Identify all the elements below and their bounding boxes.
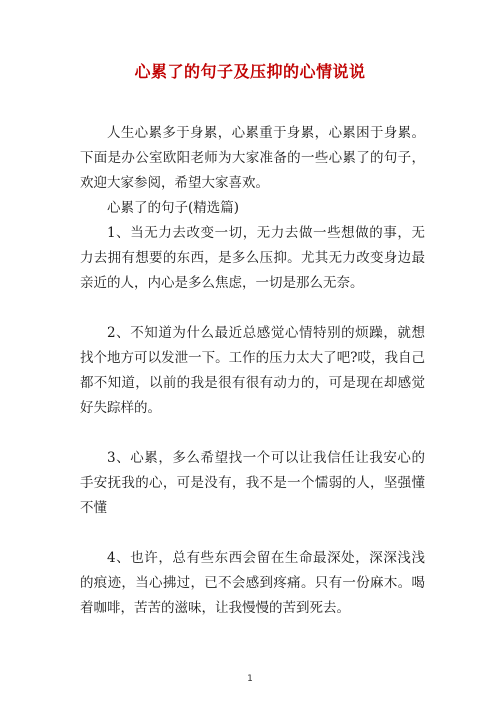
section-heading: 心累了的句子(精选篇) <box>107 200 240 216</box>
item-paragraph-2: 2、不知道为什么最近总感觉心情特别的烦躁，就想找个地方可以发泄一下。工作的压力太大了吧?哎，我自己都不知道，以前的我是很有很有动力的，可是现在却感觉好失踪样的。 <box>80 325 425 416</box>
item-paragraph-3: 3、心累，多么希望找一个可以让我信任让我安心的手安抚我的心，可是没有，我不是一个懦弱的人，坚强懂不懂 <box>80 450 425 516</box>
item-paragraph-1: 1、当无力去改变一切，无力去做一些想做的事，无力去拥有想要的东西，是多么压抑。尤其无力改变身边最亲近的人，内心是多么焦虑，一切是那么无奈。 <box>80 225 425 291</box>
intro-paragraph: 人生心累多于身累，心累重于身累，心累困于身累。下面是办公室欧阳老师为大家准备的一些心累了的句子，欢迎大家参阅，希望大家喜欢。 <box>80 125 425 191</box>
document-title: 心累了的句子及压抑的心情说说 <box>134 62 366 81</box>
item-paragraph-4: 4、也许，总有些东西会留在生命最深处，深深浅浅的痕迹，当心拂过，已不会感到疼痛。只有一份麻木。喝着咖啡，苦苦的滋味，让我慢慢的苦到死去。 <box>80 550 425 616</box>
page-number: 1 <box>247 674 253 684</box>
document-body <box>80 121 425 621</box>
